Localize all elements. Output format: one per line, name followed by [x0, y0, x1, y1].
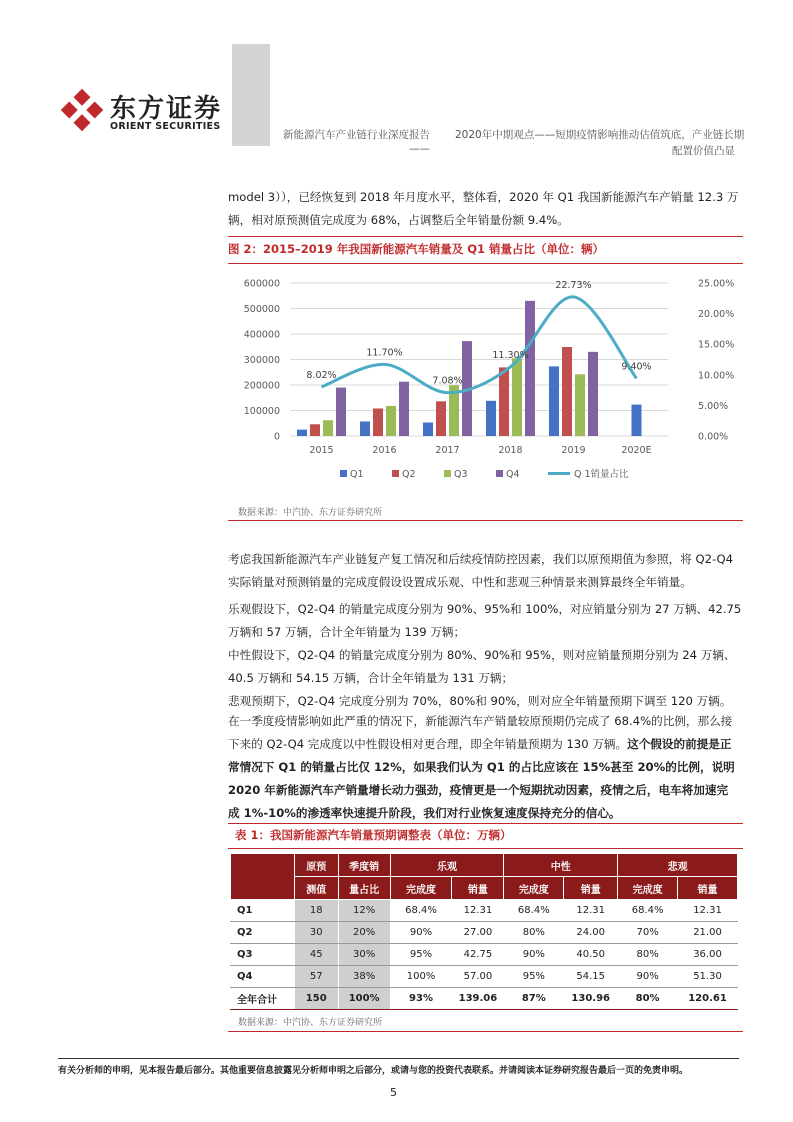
x-tick-label: 2019: [561, 445, 586, 456]
footer-disclaimer: 有关分析师的申明，见本报告最后部分。其他重要信息披露见分析师申明之后部分，或请与您的投资代表联系。并请阅读本证券研究报告最后一页的免责申明。: [58, 1066, 689, 1076]
line-data-label: 11.30%: [492, 349, 529, 361]
legend-swatch-q4: [496, 470, 503, 477]
cell-orig: 57: [294, 966, 338, 988]
cell-neu-done: 87%: [504, 988, 564, 1010]
figure-top-rule: [228, 236, 743, 237]
cell-neu-done: 90%: [504, 944, 564, 966]
para3-line1: 乐观假设下，Q2-Q4 的销量完成度分别为 90%、95%和 100%，对应销量分别为 27 万辆、42.75: [228, 602, 742, 616]
bar-q2: [373, 408, 383, 436]
table-row-total: [231, 988, 738, 1010]
y-left-tick-label: 100000: [243, 406, 280, 417]
x-tick-label: 2017: [435, 445, 460, 456]
th-pessimistic: 悲观: [618, 854, 738, 877]
chart-legend: [340, 468, 629, 480]
legend-swatch-q2: [392, 470, 399, 477]
legend-label: Q1: [350, 469, 364, 480]
paragraph-1: [228, 186, 743, 232]
table-source: 数据来源：中汽协、东方证券研究所: [238, 1018, 383, 1028]
y-right-tick-label: 20.00%: [698, 309, 735, 321]
y-left-tick-label: 0: [273, 431, 280, 443]
legend-label: Q3: [454, 469, 468, 480]
bar-q3: [386, 406, 396, 436]
x-tick-label: 2016: [372, 445, 397, 456]
figure-source: 数据来源：中汽协、东方证券研究所: [238, 508, 383, 518]
cell-orig: 30: [294, 922, 338, 944]
para4-line1: 在一季度疫情影响如此严重的情况下，新能源汽车产销量较原预期仍完成了 68.4%的比例，那么接: [228, 714, 733, 728]
para2-line1: 考虑我国新能源汽车产业链复产复工情况和后续疫情防控因素，我们以原预期值为参照，将 Q2-Q4: [228, 552, 734, 566]
legend-label: Q 1销量占比: [574, 469, 629, 480]
cell-orig: 18: [294, 900, 338, 922]
table-title-rule: [228, 848, 743, 849]
bar-q2: [436, 401, 446, 436]
figure-title-rule: [228, 263, 743, 264]
line-data-label: 8.02%: [306, 369, 337, 381]
para4-line2-normal: 下来的 Q2-Q4 完成度以中性假设相对更合理，即全年销量预期为 130 万辆。: [228, 737, 628, 751]
bar-q4: [336, 388, 346, 436]
report-dash: ——: [409, 143, 430, 155]
y-left-tick-label: 300000: [243, 355, 280, 366]
cell-opt-sales: 27.00: [452, 922, 504, 944]
th-season-2: 量占比: [338, 877, 390, 900]
y-right-tick-label: 15.00%: [698, 339, 735, 351]
cell-opt-sales: 42.75: [452, 944, 504, 966]
table-corner: [231, 854, 295, 900]
bar-q1: [423, 422, 433, 436]
cell-neu-sales: 130.96: [564, 988, 618, 1010]
cell-neu-sales: 40.50: [564, 944, 618, 966]
line-data-label: 11.70%: [366, 347, 403, 359]
cell-pes-sales: 120.61: [678, 988, 738, 1010]
para1-line2: 辆，相对原预测值完成度为 68%，占调整后全年销量份额 9.4%。: [228, 213, 569, 227]
x-tick-label: 2015: [309, 445, 334, 456]
line-data-label: 9.40%: [621, 361, 652, 373]
bar-q4: [525, 301, 535, 436]
header-gray-bar: [232, 44, 270, 146]
y-right-tick-label: 0.00%: [698, 431, 729, 443]
para3-line4: 40.5 万辆和 54.15 万辆，合计全年销量为 131 万辆；: [228, 671, 514, 685]
table-top-rule: [228, 823, 743, 824]
report-title: 新能源汽车产业链行业深度报告: [283, 129, 430, 141]
figure-bottom-rule: [228, 520, 743, 521]
chart-y-right-ticks: [698, 279, 734, 443]
y-right-tick-label: 10.00%: [698, 370, 735, 382]
y-left-tick-label: 500000: [243, 304, 280, 315]
bar-q2: [499, 367, 509, 436]
cell-pes-done: 80%: [618, 988, 678, 1010]
bar-q1: [360, 421, 370, 436]
cell-pes-sales: 21.00: [678, 922, 738, 944]
chart-grid: [290, 283, 668, 436]
table-row: [231, 966, 738, 988]
bar-q1: [297, 430, 307, 436]
brand-name-cn: 东方证券: [110, 94, 223, 124]
x-tick-label: 2018: [498, 445, 523, 456]
th-season-1: 季度销: [338, 854, 390, 877]
cell-opt-done: 90%: [390, 922, 452, 944]
legend-swatch-q3: [444, 470, 451, 477]
bar-q3: [512, 358, 522, 436]
paragraph-3: [228, 598, 743, 713]
legend-label: Q4: [506, 469, 520, 480]
cell-opt-done: 100%: [390, 966, 452, 988]
th-neutral: 中性: [504, 854, 618, 877]
cell-opt-done: 93%: [390, 988, 452, 1010]
y-left-tick-label: 400000: [243, 329, 280, 341]
bar-q2: [562, 347, 572, 436]
cell-share: 12%: [338, 900, 390, 922]
th-opt-done: 完成度: [390, 877, 452, 900]
chart-x-ticks: [309, 445, 651, 456]
th-orig-2: 测值: [294, 877, 338, 900]
sales-forecast-table: [230, 853, 738, 1010]
table-row: [231, 900, 738, 922]
paragraph-2: [228, 548, 743, 594]
th-neu-sales: 销量: [564, 877, 618, 900]
cell-opt-done: 95%: [390, 944, 452, 966]
th-neu-done: 完成度: [504, 877, 564, 900]
bar-q4: [588, 352, 598, 436]
table-title: 表 1：我国新能源汽车销量预期调整表（单位：万辆）: [235, 828, 512, 842]
cell-pes-done: 90%: [618, 966, 678, 988]
brand-name-en: ORIENT SECURITIES: [110, 121, 221, 132]
legend-swatch-q1: [340, 470, 347, 477]
chart-y-left-ticks: [244, 279, 280, 443]
bar-q1: [549, 366, 559, 436]
cell-neu-done: 68.4%: [504, 900, 564, 922]
bar-q4: [399, 382, 409, 436]
cell-pes-sales: 51.30: [678, 966, 738, 988]
para4-line2: [228, 733, 743, 756]
legend-label: Q2: [402, 469, 416, 480]
row-label: Q1: [231, 900, 295, 922]
y-right-tick-label: 5.00%: [698, 400, 729, 412]
th-orig-1: 原预: [294, 854, 338, 877]
th-optimistic: 乐观: [390, 854, 504, 877]
cell-share: 38%: [338, 966, 390, 988]
para4-line4: 2020 年新能源汽车产销量增长动力强劲，疫情更是一个短期扰动因素，疫情之后，电车将加速完: [228, 783, 729, 797]
cell-pes-done: 80%: [618, 944, 678, 966]
para4-line3: 常情况下 Q1 的销量占比仅 12%，如果我们认为 Q1 的占比应该在 15%甚至 20%的比例，说明: [228, 760, 735, 774]
orient-logo-icon: [58, 86, 106, 134]
para4-line5: 成 1%-10%的渗透率快速提升阶段，我们对行业恢复速度保持充分的信心。: [228, 806, 621, 820]
para3-line5: 悲观预期下，Q2-Q4 完成度分别为 70%，80%和 90%，则对应全年销量预期下调至 120 万辆。: [228, 694, 732, 708]
cell-neu-done: 95%: [504, 966, 564, 988]
cell-share: 100%: [338, 988, 390, 1010]
cell-pes-done: 68.4%: [618, 900, 678, 922]
footer-rule: [58, 1058, 739, 1059]
para2-line2: 实际销量对预测销量的完成度假设设置成乐观、中性和悲观三种情景来测算最终全年销量。: [228, 575, 692, 589]
figure-title: 图 2：2015–2019 年我国新能源汽车销量及 Q1 销量占比（单位：辆）: [228, 242, 605, 256]
y-left-tick-label: 600000: [243, 278, 280, 290]
row-label: Q3: [231, 944, 295, 966]
report-subtitle-2: 配置价值凸显: [672, 145, 735, 157]
bar-q3: [575, 374, 585, 436]
bar-q3: [323, 420, 333, 436]
line-data-label: 22.73%: [555, 279, 592, 291]
cell-neu-sales: 12.31: [564, 900, 618, 922]
row-label: 全年合计: [231, 988, 295, 1010]
line-data-label: 7.08%: [432, 375, 463, 387]
cell-opt-done: 68.4%: [390, 900, 452, 922]
chart-bars: [297, 301, 642, 436]
cell-orig: 150: [294, 988, 338, 1010]
cell-pes-sales: 12.31: [678, 900, 738, 922]
row-label: Q2: [231, 922, 295, 944]
row-label: Q4: [231, 966, 295, 988]
bar-q1: [486, 401, 496, 436]
table-row: [231, 922, 738, 944]
cell-share: 30%: [338, 944, 390, 966]
x-tick-label: 2020E: [621, 445, 652, 456]
para1-line1: model 3）），已经恢复到 2018 年月度水平，整体看，2020 年 Q1 我国新能源汽车产销量 12.3 万: [228, 190, 739, 204]
para4-line2-bold: 这个假设的前提是正: [627, 737, 732, 751]
table-row: [231, 944, 738, 966]
cell-share: 20%: [338, 922, 390, 944]
paragraph-4: [228, 710, 743, 825]
cell-neu-sales: 24.00: [564, 922, 618, 944]
cell-pes-sales: 36.00: [678, 944, 738, 966]
cell-opt-sales: 139.06: [452, 988, 504, 1010]
cell-neu-sales: 54.15: [564, 966, 618, 988]
bar-q2: [310, 424, 320, 436]
sales-chart: [228, 265, 743, 497]
y-left-tick-label: 200000: [243, 380, 280, 392]
th-pes-sales: 销量: [678, 877, 738, 900]
cell-pes-done: 70%: [618, 922, 678, 944]
cell-orig: 45: [294, 944, 338, 966]
para3-line3: 中性假设下，Q2-Q4 的销量完成度分别为 80%、90%和 95%，则对应销量预期分别为 24 万辆、: [228, 648, 736, 662]
y-right-tick-label: 25.00%: [698, 278, 735, 290]
th-pes-done: 完成度: [618, 877, 678, 900]
th-opt-sales: 销量: [452, 877, 504, 900]
page-number: 5: [390, 1086, 397, 1099]
cell-opt-sales: 12.31: [452, 900, 504, 922]
bar-q1: [632, 405, 642, 436]
table-bottom-rule: [228, 1031, 743, 1032]
cell-neu-done: 80%: [504, 922, 564, 944]
report-subtitle: 2020年中期观点——短期疫情影响推动估值筑底，产业链长期: [455, 129, 745, 141]
para3-line2: 万辆和 57 万辆，合计全年销量为 139 万辆；: [228, 625, 466, 639]
cell-opt-sales: 57.00: [452, 966, 504, 988]
